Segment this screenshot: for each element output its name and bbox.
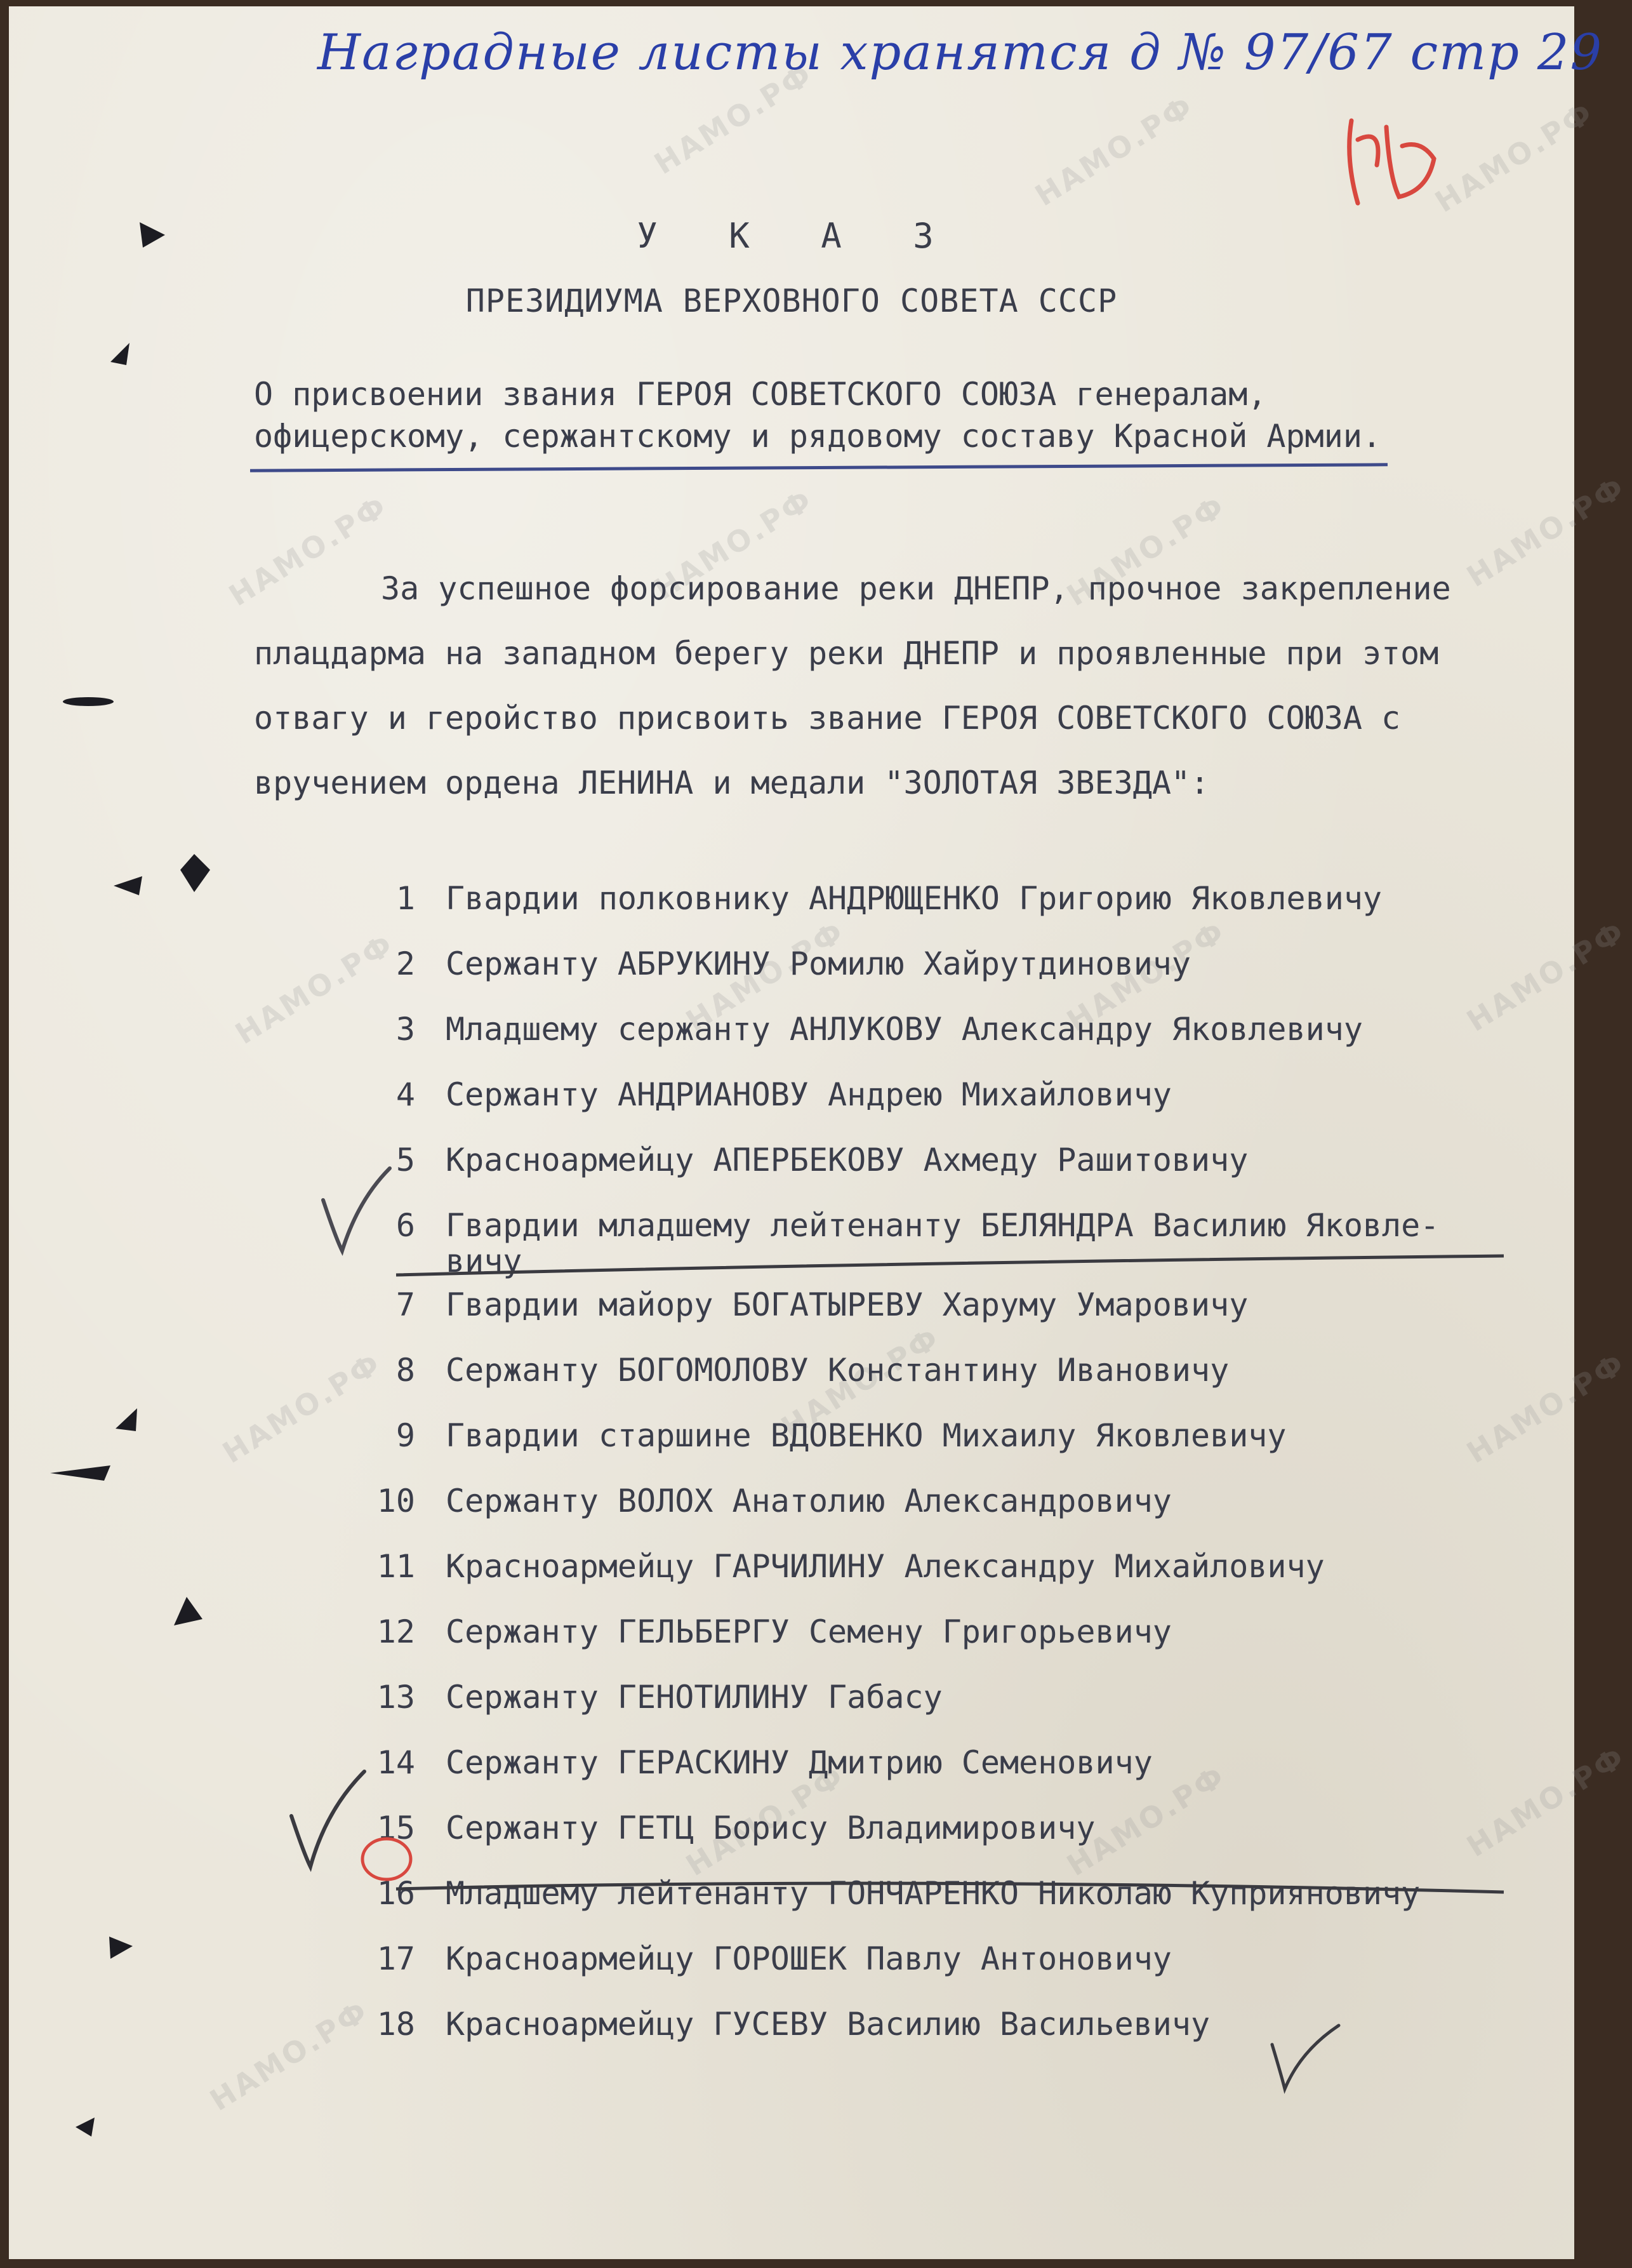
item-text: Гвардии полковнику АНДРЮЩЕНКО Григорию Яковлевичу	[446, 880, 1383, 917]
watermark: НАМО.РФ	[223, 488, 394, 613]
punch-hole	[168, 1594, 206, 1632]
item-number: 4	[395, 1076, 415, 1113]
checkmark-icon	[1266, 2019, 1348, 2095]
list-item	[345, 1940, 1551, 2005]
checkmark-icon	[314, 1162, 402, 1257]
punch-hole	[72, 2114, 98, 2140]
item-number: 18	[376, 2006, 415, 2043]
list-item	[345, 1286, 1551, 1351]
strike-line	[396, 1873, 1507, 1902]
watermark: НАМО.РФ	[1461, 1345, 1632, 1471]
item-text: Сержанту ГЕНОТИЛИНУ Габасу	[446, 1679, 943, 1716]
handwritten-archive-note: Наградные листы хранятся д № 97/67 стр 29	[317, 24, 1603, 81]
punch-hole	[60, 692, 117, 711]
list-item	[345, 1076, 1551, 1141]
watermark: НАМО.РФ	[648, 56, 819, 182]
list-item	[345, 945, 1551, 1010]
item-text-continuation: вичу	[446, 1243, 522, 1279]
list-item	[345, 1678, 1551, 1744]
list-item	[345, 1744, 1551, 1809]
watermark: НАМО.РФ	[1029, 88, 1200, 213]
item-text: Сержанту АБРУКИНУ Ромилю Хайрутдиновичу	[446, 945, 1191, 982]
item-text: Сержанту АНДРИАНОВУ Андрею Михайловичу	[446, 1076, 1172, 1113]
decree-subject: О присвоении звания ГЕРОЯ СОВЕТСКОГО СОЮЗА генералам, офицерскому, сержантскому и рядовому составу Красной Армии.	[254, 376, 1382, 455]
item-text: Красноармейцу АПЕРБЕКОВУ Ахмеду Рашитовичу	[446, 1142, 1249, 1178]
item-number: 17	[376, 1940, 415, 1977]
item-number: 14	[376, 1744, 415, 1781]
item-text: Гвардии старшине ВДОВЕНКО Михаилу Яковлевичу	[446, 1417, 1287, 1454]
item-text: Младшему лейтенанту ГОНЧАРЕНКО Николаю Куприяновичу	[446, 1875, 1421, 1912]
item-text: Сержанту ГЕТЦ Борису Владимировичу	[446, 1810, 1096, 1846]
watermark: НАМО.РФ	[648, 481, 819, 607]
watermark: НАМО.РФ	[216, 1345, 388, 1471]
list-item	[345, 1010, 1551, 1076]
item-number: 2	[395, 945, 415, 982]
list-item	[345, 1417, 1551, 1482]
watermark: НАМО.РФ	[1461, 1738, 1632, 1864]
item-text: Сержанту ГЕРАСКИНУ Дмитрию Семеновичу	[446, 1744, 1153, 1781]
item-number: 7	[395, 1286, 415, 1323]
item-number: 15	[376, 1810, 415, 1846]
item-number: 12	[376, 1613, 415, 1650]
item-text: Сержанту ВОЛОХ Анатолию Александровичу	[446, 1483, 1172, 1519]
list-item	[345, 1613, 1551, 1678]
decree-preamble: За успешное форсирование реки ДНЕПР, прочное закрепление плацдарма на западном берегу реки ДНЕПР и проявленные при этом отвагу и геройство присвоить звание ГЕРОЯ СОВЕТСКОГО СОЮЗА с вручением ордена ЛЕНИНА и медали "ЗОЛОТАЯ ЗВЕЗДА":	[254, 570, 1451, 801]
watermark: НАМО.РФ	[775, 1319, 946, 1445]
item-number: 16	[376, 1875, 415, 1912]
document-title: У К А З	[637, 216, 959, 256]
item-number: 11	[376, 1548, 415, 1585]
watermark: НАМО.РФ	[1461, 913, 1632, 1039]
punch-hole	[47, 1460, 117, 1486]
strike-line	[396, 1251, 1507, 1283]
watermark: НАМО.РФ	[1061, 1758, 1232, 1883]
list-item	[345, 1351, 1551, 1417]
item-number: 5	[395, 1142, 415, 1178]
watermark: НАМО.РФ	[1061, 488, 1232, 613]
item-text: Красноармейцу ГОРОШЕК Павлу Антоновичу	[446, 1940, 1172, 1977]
item-number: 6	[395, 1207, 415, 1244]
punch-hole	[104, 337, 136, 368]
list-item	[345, 1547, 1551, 1613]
item-text: Младшему сержанту АНЛУКОВУ Александру Яковлевичу	[446, 1011, 1363, 1048]
item-text: Гвардии младшему лейтенанту БЕЛЯНДРА Василию Яковле-	[446, 1207, 1440, 1244]
watermark: НАМО.РФ	[1061, 913, 1232, 1039]
red-pencil-mark	[1339, 102, 1447, 216]
list-item	[345, 879, 1551, 945]
item-text: Сержанту ГЕЛЬБЕРГУ Семену Григорьевичу	[446, 1613, 1172, 1650]
document-page	[9, 6, 1632, 2259]
item-text: Красноармейцу ГУСЕВУ Василию Васильевичу	[446, 2006, 1211, 2043]
punch-hole	[104, 1930, 136, 1962]
watermark: НАМО.РФ	[1461, 469, 1632, 594]
item-number: 8	[395, 1352, 415, 1389]
list-item	[345, 1482, 1551, 1547]
punch-hole	[110, 870, 149, 902]
item-number: 10	[376, 1483, 415, 1519]
list-item	[345, 1141, 1551, 1206]
item-number: 1	[395, 880, 415, 917]
list-item	[345, 2005, 1551, 2071]
punch-hole	[175, 851, 213, 895]
item-number: 13	[376, 1679, 415, 1716]
watermark: НАМО.РФ	[204, 1992, 375, 2118]
item-text: Сержанту БОГОМОЛОВУ Константину Ивановичу	[446, 1352, 1230, 1389]
subject-underline	[250, 463, 1388, 472]
watermark: НАМО.РФ	[229, 926, 401, 1051]
watermark: НАМО.РФ	[680, 913, 851, 1039]
document-issuer: ПРЕЗИДИУМА ВЕРХОВНОГО СОВЕТА СССР	[465, 283, 1118, 319]
punch-hole	[110, 1403, 142, 1435]
watermark: НАМО.РФ	[680, 1758, 851, 1883]
watermark: НАМО.РФ	[1429, 94, 1600, 220]
item-text: Красноармейцу ГАРЧИЛИНУ Александру Михайловичу	[446, 1548, 1325, 1585]
item-number: 3	[395, 1011, 415, 1048]
item-text: Гвардии майору БОГАТЫРЕВУ Харуму Умаровичу	[446, 1286, 1249, 1323]
item-number: 9	[395, 1417, 415, 1454]
list-item	[345, 1809, 1551, 1874]
